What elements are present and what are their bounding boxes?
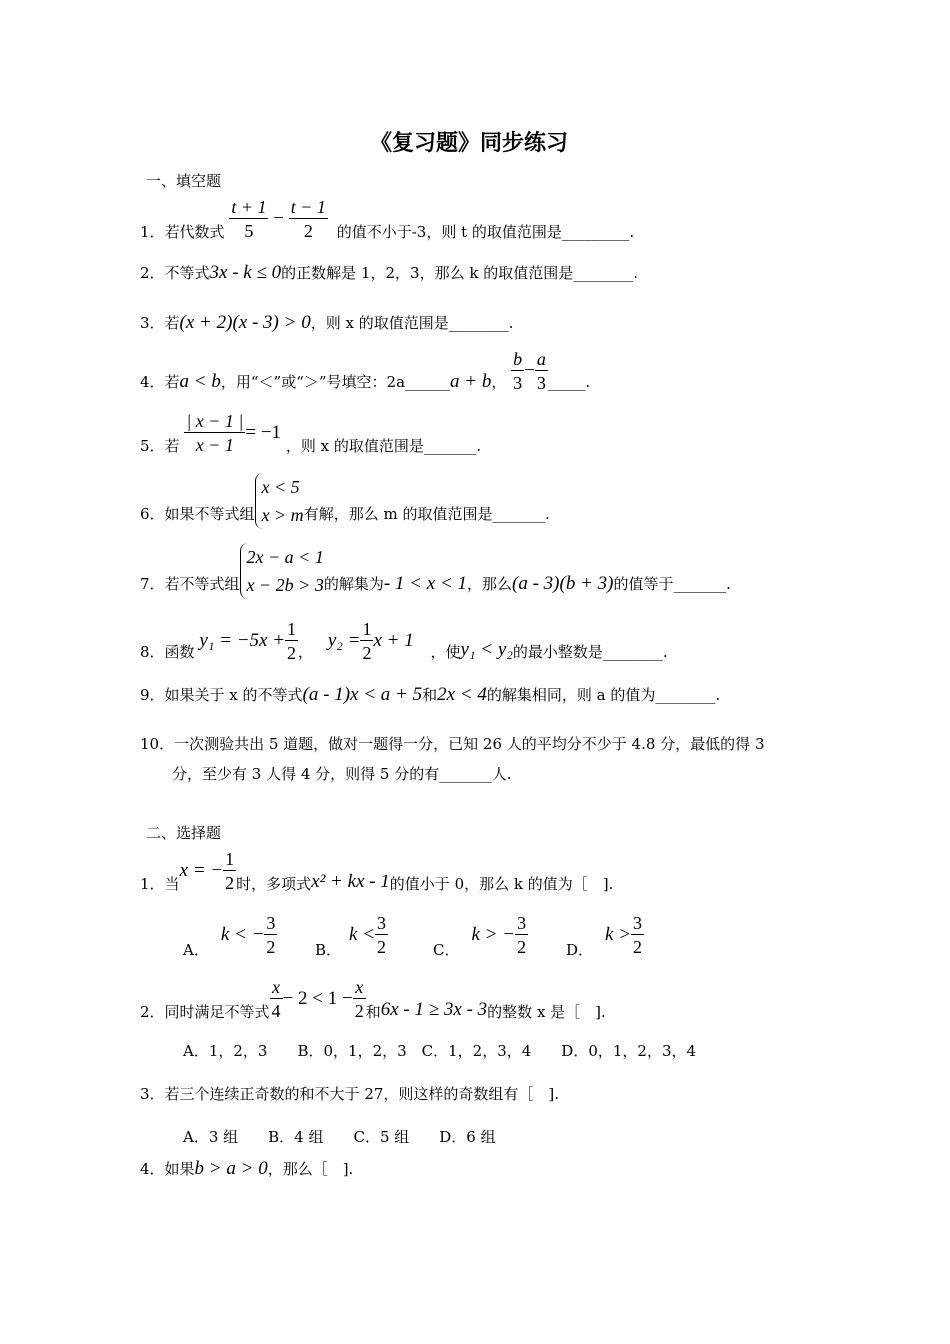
q4-fraction-2: $\frac{a}{3}$ xyxy=(536,349,546,393)
c2-and: 和 xyxy=(365,1003,381,1021)
c2-middle: − 2 < 1 − xyxy=(282,988,353,1009)
c2-options[interactable]: A．1，2，3 B．0，1，2，3 C．1，2，3，4 D．0，1，2，3，4 xyxy=(183,1042,697,1060)
q9-math-2: 2x < 4 xyxy=(437,684,487,705)
c1-fraction: $\frac{1}{2}$ xyxy=(225,849,235,893)
choice-question-1 xyxy=(140,850,613,892)
q5-fraction: $\frac{| x - 1 |}{x - 1}$ xyxy=(186,411,244,455)
q5-text: 5．若 xyxy=(140,437,180,455)
q5-text-end: ，则 x 的取值范围是_______. xyxy=(285,437,482,455)
q3-text-end: ，则 x 的取值范围是________. xyxy=(310,314,514,332)
c1-option-b[interactable] xyxy=(315,913,388,959)
q3-text: 3．若 xyxy=(140,314,180,332)
page-title: 《复习题》同步练习 xyxy=(370,131,569,156)
c1-option-b-expr: k < xyxy=(349,924,376,945)
fill-question-3 xyxy=(140,312,513,334)
c2-text: 2．同时满足不等式 xyxy=(140,1003,270,1021)
fill-question-8 xyxy=(140,620,668,662)
q8-comma: ， xyxy=(298,643,314,661)
c4-math: b > a > 0 xyxy=(194,1158,268,1179)
c1-option-c[interactable] xyxy=(433,913,528,959)
q9-and: 和 xyxy=(422,686,438,704)
fill-question-1 xyxy=(140,198,634,240)
q2-text-end: 的正数解是 1，2，3，那么 k 的取值范围是________. xyxy=(281,264,638,282)
q7-text-end: 的值等于_______. xyxy=(613,575,731,593)
c1-option-a[interactable] xyxy=(183,913,277,959)
q8-half-1: $\frac{1}{2}$ xyxy=(287,619,297,663)
c1-option-a-label: A． xyxy=(183,941,209,959)
q2-math: 3x - k ≤ 0 xyxy=(209,262,282,283)
q1-fraction-1: $\frac{t + 1}{5}$ xyxy=(231,197,267,241)
q8-text-end: 的最小整数是________. xyxy=(512,643,668,661)
q7-system: 2x − a < 1 x − 2b > 3 xyxy=(240,543,324,599)
c1-option-b-label: B． xyxy=(315,941,342,959)
c1-option-a-expr: k < − xyxy=(220,924,265,945)
q2-text: 2．不等式 xyxy=(140,264,210,282)
c4-text: 4．如果 xyxy=(140,1160,195,1178)
c1-math: x² + kx - 1 xyxy=(311,871,390,892)
c1-option-d-fraction: $\frac{3}{2}$ xyxy=(633,913,643,957)
q9-math-1: (a - 1)x < a + 5 xyxy=(302,684,423,705)
q8-y2: y₂ = xyxy=(327,630,361,651)
c1-option-d-label: D． xyxy=(566,941,594,959)
q8-y2-tail: x + 1 xyxy=(373,630,414,651)
choice-question-2 xyxy=(140,978,606,1020)
c1-text: 1．当 xyxy=(140,875,180,893)
q7-math-1: - 1 < x < 1 xyxy=(383,573,468,594)
q4-math-1: a < b xyxy=(179,371,221,392)
q4-fraction-1: $\frac{b}{3}$ xyxy=(513,349,523,393)
c1-option-c-expr: k > − xyxy=(471,924,516,945)
q8-half-2: $\frac{1}{2}$ xyxy=(362,619,372,663)
q6-system: x < 5 x > m xyxy=(255,473,304,529)
fill-question-10-line-1: 10．一次测验共出 5 道题，做对一题得一分，已知 26 人的平均分不少于 4.8 分，最低的得 3 xyxy=(140,735,765,753)
q8-text-mid: ，使 xyxy=(430,643,461,661)
q4-minus: − xyxy=(524,360,535,381)
q8-y1: y₁ = −5x + xyxy=(199,630,286,651)
q4-text: 4．若 xyxy=(140,373,180,391)
q4-text-mid: ，用“＜”或“＞”号填空：2a______ xyxy=(220,373,451,391)
q8-text: 8．函数 xyxy=(140,643,195,661)
c2-fraction-1: $\frac{x}{4}$ xyxy=(271,977,281,1021)
q1-fraction-2: $\frac{t - 1}{2}$ xyxy=(290,197,326,241)
fill-question-9 xyxy=(140,684,720,706)
c1-option-b-fraction: $\frac{3}{2}$ xyxy=(377,913,387,957)
c1-text-mid: 时，多项式 xyxy=(236,875,312,893)
c2-fraction-2: $\frac{x}{2}$ xyxy=(354,977,364,1021)
c1-option-d[interactable] xyxy=(566,913,644,959)
choice-question-4 xyxy=(140,1158,353,1180)
q9-text-end: 的解集相同，则 a 的值为________. xyxy=(486,686,721,704)
q6-text: 6．如果不等式组 xyxy=(140,505,255,523)
q1-text-end: 的值不小于-3，则 t 的取值范围是_________. xyxy=(336,222,635,241)
section-heading-choice: 二、选择题 xyxy=(146,824,222,842)
c1-x: x = − xyxy=(179,860,224,881)
c2-math: 6x - 1 ≥ 3x - 3 xyxy=(380,999,488,1020)
c1-option-a-fraction: $\frac{3}{2}$ xyxy=(266,913,276,957)
q4-text-end: _____. xyxy=(547,373,591,391)
c4-text-end: ，那么［ ]. xyxy=(267,1160,354,1178)
q4-math-2: a + b xyxy=(450,371,492,392)
q9-text: 9．如果关于 x 的不等式 xyxy=(140,686,303,704)
fill-question-10-line-2: 分，至少有 3 人得 4 分，则得 5 分的有_______人. xyxy=(172,765,512,783)
choice-question-3: 3．若三个连续正奇数的和不大于 27，则这样的奇数组有［ ]. xyxy=(140,1085,560,1103)
q1-minus: − xyxy=(273,208,284,229)
c1-option-c-fraction: $\frac{3}{2}$ xyxy=(517,913,527,957)
section-heading-fill: 一、填空题 xyxy=(146,172,222,190)
c1-option-d-expr: k > xyxy=(605,924,632,945)
q8-math: y₁ < y₂ xyxy=(460,639,513,660)
q7-text: 7．若不等式组 xyxy=(140,575,240,593)
fill-question-5 xyxy=(140,412,481,454)
q3-math: (x + 2)(x - 3) > 0 xyxy=(179,312,311,333)
fill-question-6 xyxy=(140,473,550,529)
q5-equals: = −1 xyxy=(245,422,282,443)
c1-text-end: 的值小于 0，那么 k 的值为［ ]. xyxy=(389,875,614,893)
q7-text-mid: 的解集为 xyxy=(323,575,384,593)
q7-text-mid2: ，那么 xyxy=(467,575,513,593)
fill-question-2 xyxy=(140,262,638,284)
q6-text-end: 有解，那么 m 的取值范围是_______. xyxy=(303,505,550,523)
q1-text: 1．若代数式 xyxy=(140,222,225,241)
fill-question-4 xyxy=(140,350,590,392)
q7-math-2: (a - 3)(b + 3) xyxy=(512,573,614,594)
q4-comma: ， xyxy=(491,373,507,391)
c1-option-c-label: C． xyxy=(433,941,460,959)
fill-question-7 xyxy=(140,543,731,599)
c2-text-end: 的整数 x 是［ ]. xyxy=(487,1003,606,1021)
c3-options[interactable]: A．3 组 B．4 组 C．5 组 D．6 组 xyxy=(183,1128,496,1146)
